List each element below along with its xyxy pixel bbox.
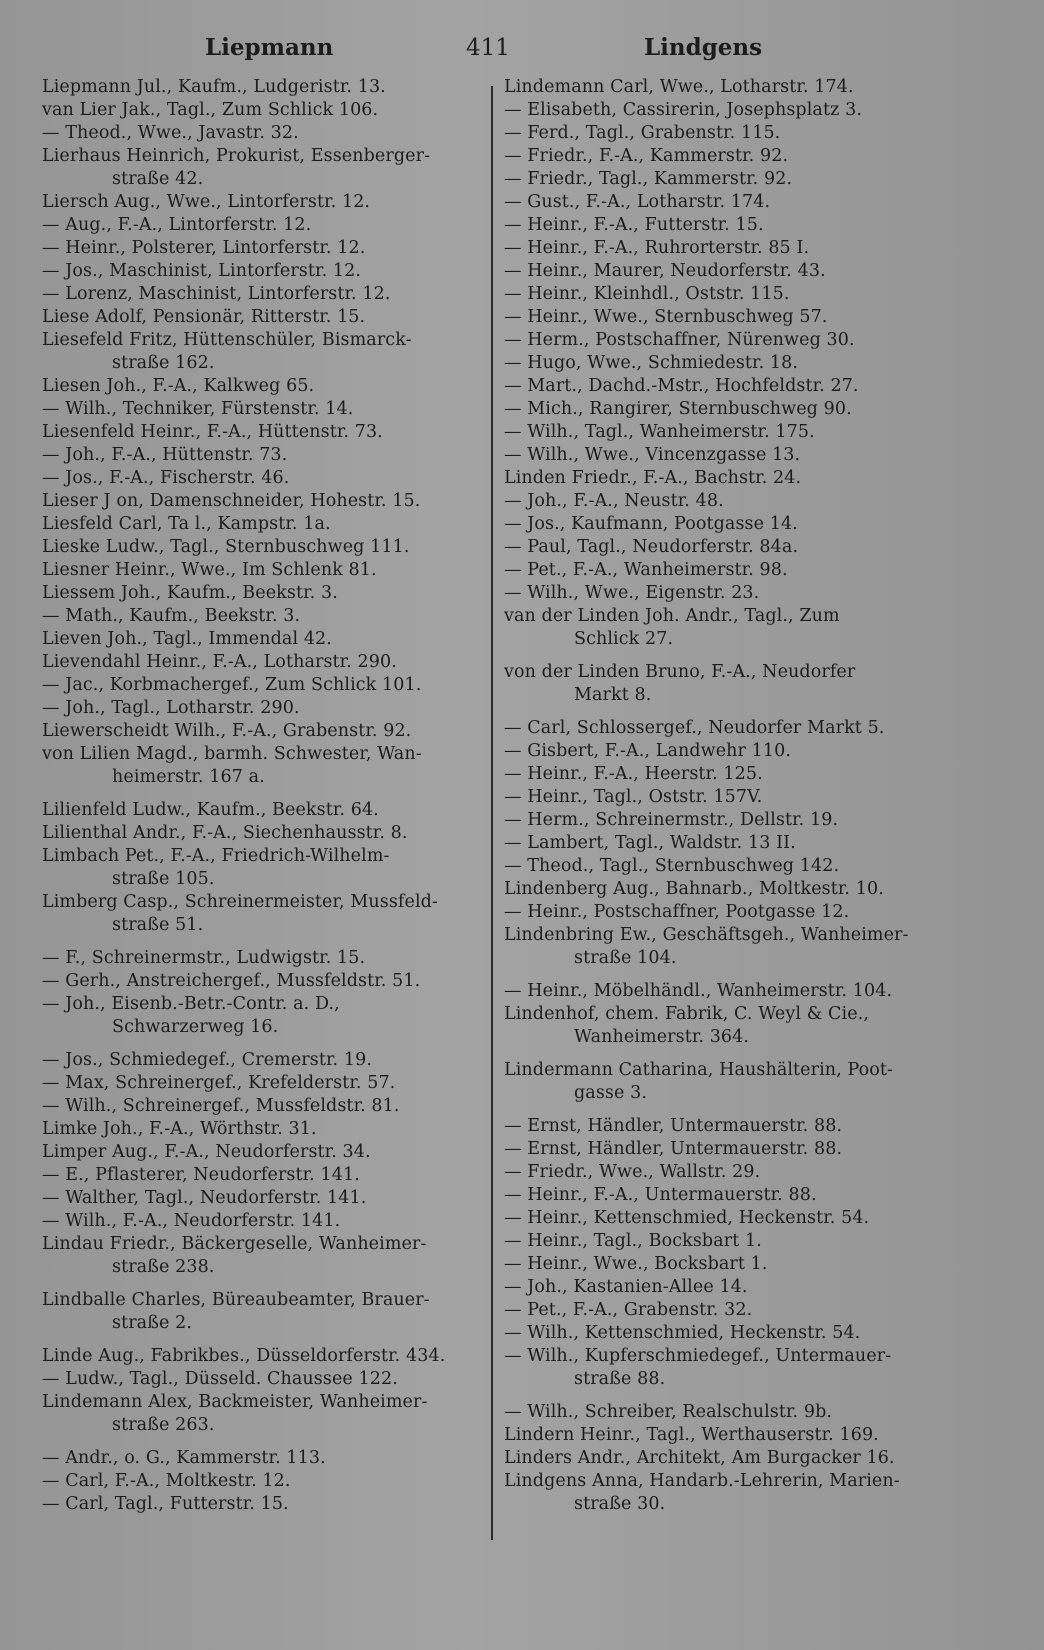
directory-entry: Linden Friedr., F.-A., Bachstr. 24. — [504, 468, 802, 488]
directory-entry: — Heinr., F.-A., Futterstr. 15. — [504, 215, 764, 235]
directory-entry: Lieser J on, Damenschneider, Hohestr. 15. — [42, 491, 421, 511]
directory-entry: — Heinr., F.-A., Untermauerstr. 88. — [504, 1185, 817, 1205]
directory-entry: — Heinr., Postschaffner, Pootgasse 12. — [504, 902, 850, 922]
directory-entry: — Gisbert, F.-A., Landwehr 110. — [504, 741, 792, 761]
directory-entry: Liepmann Jul., Kaufm., Ludgeristr. 13. — [42, 77, 386, 97]
directory-entry: — Pet., F.-A., Grabenstr. 32. — [504, 1300, 753, 1320]
directory-entry: — Heinr., Kleinhdl., Oststr. 115. — [504, 284, 790, 304]
directory-entry: — Wilh., Schreiber, Realschulstr. 9b. — [504, 1402, 833, 1422]
entry-continuation: Schwarzerweg 16. — [112, 1017, 279, 1037]
directory-entry: — Friedr., Wwe., Wallstr. 29. — [504, 1162, 761, 1182]
directory-entry: — Joh., F.-A., Neustr. 48. — [504, 491, 724, 511]
entry-continuation: heimerstr. 167 a. — [112, 767, 265, 787]
entry-continuation: straße 162. — [112, 353, 215, 373]
directory-entry: Lindgens Anna, Handarb.-Lehrerin, Marien- — [504, 1471, 900, 1491]
directory-entry: — Heinr., F.-A., Heerstr. 125. — [504, 764, 763, 784]
entry-continuation: straße 105. — [112, 869, 215, 889]
entry-continuation: straße 104. — [574, 948, 677, 968]
directory-entry: Liesefeld Fritz, Hüttenschüler, Bismarck- — [42, 330, 412, 350]
directory-entry: Lilienthal Andr., F.-A., Siechenhausstr. 8. — [42, 823, 408, 843]
directory-entry: von Lilien Magd., barmh. Schwester, Wan- — [42, 744, 422, 764]
directory-entry: Lindermann Catharina, Haushälterin, Poot- — [504, 1060, 894, 1080]
directory-entry: — Wilh., Techniker, Fürstenstr. 14. — [42, 399, 354, 419]
directory-entry: Lindau Friedr., Bäckergeselle, Wanheimer- — [42, 1234, 427, 1254]
directory-entry: — Heinr., Wwe., Sternbuschweg 57. — [504, 307, 828, 327]
column-divider — [491, 86, 493, 1540]
directory-entry: — Elisabeth, Cassirerin, Josephsplatz 3. — [504, 100, 862, 120]
header-left-keyword: Liepmann — [205, 34, 334, 61]
directory-entry: — Heinr., Wwe., Bocksbart 1. — [504, 1254, 768, 1274]
directory-entry: — Joh., F.-A., Hüttenstr. 73. — [42, 445, 288, 465]
entry-continuation: straße 238. — [112, 1257, 215, 1277]
directory-entry: — Paul, Tagl., Neudorferstr. 84a. — [504, 537, 799, 557]
directory-entry: Lindenhof, chem. Fabrik, C. Weyl & Cie., — [504, 1004, 869, 1024]
directory-entry: Liese Adolf, Pensionär, Ritterstr. 15. — [42, 307, 366, 327]
directory-entry: Lindemann Alex, Backmeister, Wanheimer- — [42, 1392, 428, 1412]
directory-entry: — Carl, Tagl., Futterstr. 15. — [42, 1494, 289, 1514]
right-column — [504, 76, 944, 1516]
directory-entry: Limberg Casp., Schreinermeister, Mussfeld- — [42, 892, 438, 912]
directory-entry: Linders Andr., Architekt, Am Burgacker 16. — [504, 1448, 895, 1468]
entry-continuation: straße 263. — [112, 1415, 215, 1435]
directory-entry: — Wilh., Wwe., Eigenstr. 23. — [504, 583, 760, 603]
directory-entry: Lieven Joh., Tagl., Immendal 42. — [42, 629, 332, 649]
directory-entry: — Ernst, Händler, Untermauerstr. 88. — [504, 1139, 843, 1159]
directory-entry: — Gerh., Anstreichergef., Mussfeldstr. 51. — [42, 971, 421, 991]
directory-entry: — Wilh., Wwe., Vincenzgasse 13. — [504, 445, 801, 465]
entry-continuation: gasse 3. — [574, 1083, 648, 1103]
entry-continuation: straße 2. — [112, 1313, 193, 1333]
directory-entry: — Theod., Wwe., Javastr. 32. — [42, 123, 299, 143]
directory-entry: — Wilh., Schreinergef., Mussfeldstr. 81. — [42, 1096, 400, 1116]
directory-entry: — Heinr., Kettenschmied, Heckenstr. 54. — [504, 1208, 870, 1228]
directory-entry: — Wilh., Kettenschmied, Heckenstr. 54. — [504, 1323, 861, 1343]
entry-continuation: straße 88. — [574, 1369, 666, 1389]
directory-entry: — Max, Schreinergef., Krefelderstr. 57. — [42, 1073, 396, 1093]
directory-entry: — Friedr., F.-A., Kammerstr. 92. — [504, 146, 789, 166]
directory-entry: Liesen Joh., F.-A., Kalkweg 65. — [42, 376, 315, 396]
directory-entry: Liersch Aug., Wwe., Lintorferstr. 12. — [42, 192, 371, 212]
directory-entry: Limbach Pet., F.-A., Friedrich-Wilhelm- — [42, 846, 390, 866]
directory-entry: — Hugo, Wwe., Schmiedestr. 18. — [504, 353, 799, 373]
directory-entry: — Joh., Kastanien-Allee 14. — [504, 1277, 748, 1297]
directory-entry: — Jos., Kaufmann, Pootgasse 14. — [504, 514, 798, 534]
directory-entry: Lindenberg Aug., Bahnarb., Moltkestr. 10. — [504, 879, 884, 899]
directory-entry: Lievendahl Heinr., F.-A., Lotharstr. 290. — [42, 652, 397, 672]
directory-entry: — Ludw., Tagl., Düsseld. Chaussee 122. — [42, 1369, 398, 1389]
directory-entry: — Ferd., Tagl., Grabenstr. 115. — [504, 123, 781, 143]
directory-entry: — Heinr., Tagl., Oststr. 157V. — [504, 787, 763, 807]
entry-continuation: straße 30. — [574, 1494, 666, 1514]
directory-entry: Liesfeld Carl, Ta l., Kampstr. 1a. — [42, 514, 331, 534]
directory-entry: — Aug., F.-A., Lintorferstr. 12. — [42, 215, 312, 235]
directory-entry: Limke Joh., F.-A., Wörthstr. 31. — [42, 1119, 317, 1139]
directory-entry: — Heinr., Möbelhändl., Wanheimerstr. 104. — [504, 981, 893, 1001]
directory-entry: Lindern Heinr., Tagl., Werthauserstr. 169. — [504, 1425, 879, 1445]
directory-entry: — Heinr., Maurer, Neudorferstr. 43. — [504, 261, 826, 281]
header-right-keyword: Lindgens — [644, 34, 763, 61]
directory-entry: — Jos., F.-A., Fischerstr. 46. — [42, 468, 290, 488]
directory-entry: — Herm., Schreinermstr., Dellstr. 19. — [504, 810, 839, 830]
directory-entry: — Pet., F.-A., Wanheimerstr. 98. — [504, 560, 788, 580]
directory-entry: Lierhaus Heinrich, Prokurist, Essenberger- — [42, 146, 431, 166]
directory-entry: — Mart., Dachd.-Mstr., Hochfeldstr. 27. — [504, 376, 859, 396]
directory-entry: Limper Aug., F.-A., Neudorferstr. 34. — [42, 1142, 371, 1162]
directory-entry: — Gust., F.-A., Lotharstr. 174. — [504, 192, 771, 212]
directory-entry: Liesner Heinr., Wwe., Im Schlenk 81. — [42, 560, 377, 580]
directory-entry: — Jac., Korbmachergef., Zum Schlick 101. — [42, 675, 422, 695]
directory-entry: — Herm., Postschaffner, Nürenweg 30. — [504, 330, 855, 350]
entry-continuation: straße 51. — [112, 915, 204, 935]
directory-entry: — Carl, F.-A., Moltkestr. 12. — [42, 1471, 291, 1491]
directory-entry: — Jos., Maschinist, Lintorferstr. 12. — [42, 261, 362, 281]
entry-continuation: Wanheimerstr. 364. — [574, 1027, 750, 1047]
entry-continuation: Markt 8. — [574, 685, 652, 705]
directory-entry: — Jos., Schmiedegef., Cremerstr. 19. — [42, 1050, 372, 1070]
directory-entry: — Heinr., F.-A., Ruhrorterstr. 85 I. — [504, 238, 810, 258]
directory-entry: Linde Aug., Fabrikbes., Düsseldorferstr. 434. — [42, 1346, 446, 1366]
directory-entry: — Mich., Rangirer, Sternbuschweg 90. — [504, 399, 852, 419]
directory-entry: — Wilh., Tagl., Wanheimerstr. 175. — [504, 422, 815, 442]
directory-entry: — Heinr., Tagl., Bocksbart 1. — [504, 1231, 762, 1251]
directory-entry: van der Linden Joh. Andr., Tagl., Zum — [504, 606, 840, 626]
directory-entry: — Wilh., Kupferschmiedegef., Untermauer- — [504, 1346, 892, 1366]
directory-entry: Liesenfeld Heinr., F.-A., Hüttenstr. 73. — [42, 422, 383, 442]
directory-entry: — Friedr., Tagl., Kammerstr. 92. — [504, 169, 793, 189]
directory-entry: — Walther, Tagl., Neudorferstr. 141. — [42, 1188, 367, 1208]
directory-entry: — E., Pflasterer, Neudorferstr. 141. — [42, 1165, 360, 1185]
directory-entry: — F., Schreinermstr., Ludwigstr. 15. — [42, 948, 366, 968]
directory-entry: Lieske Ludw., Tagl., Sternbuschweg 111. — [42, 537, 410, 557]
directory-entry: Lindemann Carl, Wwe., Lotharstr. 174. — [504, 77, 854, 97]
directory-entry: Lindenbring Ew., Geschäftsgeh., Wanheimer- — [504, 925, 909, 945]
directory-entry: van Lier Jak., Tagl., Zum Schlick 106. — [42, 100, 379, 120]
directory-entry: Lindballe Charles, Büreaubeamter, Brauer- — [42, 1290, 430, 1310]
directory-entry: — Joh., Tagl., Lotharstr. 290. — [42, 698, 300, 718]
entry-continuation: straße 42. — [112, 169, 204, 189]
directory-entry: — Wilh., F.-A., Neudorferstr. 141. — [42, 1211, 341, 1231]
directory-entry: — Lambert, Tagl., Waldstr. 13 II. — [504, 833, 796, 853]
page-header — [0, 30, 1044, 66]
directory-entry: — Carl, Schlossergef., Neudorfer Markt 5. — [504, 718, 885, 738]
directory-entry: — Andr., o. G., Kammerstr. 113. — [42, 1448, 326, 1468]
entry-continuation: Schlick 27. — [574, 629, 674, 649]
directory-entry: — Joh., Eisenb.-Betr.-Contr. a. D., — [42, 994, 340, 1014]
directory-entry: von der Linden Bruno, F.-A., Neudorfer — [504, 662, 856, 682]
directory-entry: — Math., Kaufm., Beekstr. 3. — [42, 606, 301, 626]
page-number: 411 — [466, 35, 510, 61]
directory-entry: Lilienfeld Ludw., Kaufm., Beekstr. 64. — [42, 800, 379, 820]
directory-entry: — Theod., Tagl., Sternbuschweg 142. — [504, 856, 840, 876]
directory-entry: Liessem Joh., Kaufm., Beekstr. 3. — [42, 583, 338, 603]
directory-entry: — Lorenz, Maschinist, Lintorferstr. 12. — [42, 284, 391, 304]
directory-entry: — Ernst, Händler, Untermauerstr. 88. — [504, 1116, 843, 1136]
left-column — [42, 76, 482, 1516]
directory-entry: Liewerscheidt Wilh., F.-A., Grabenstr. 92. — [42, 721, 412, 741]
directory-entry: — Heinr., Polsterer, Lintorferstr. 12. — [42, 238, 366, 258]
